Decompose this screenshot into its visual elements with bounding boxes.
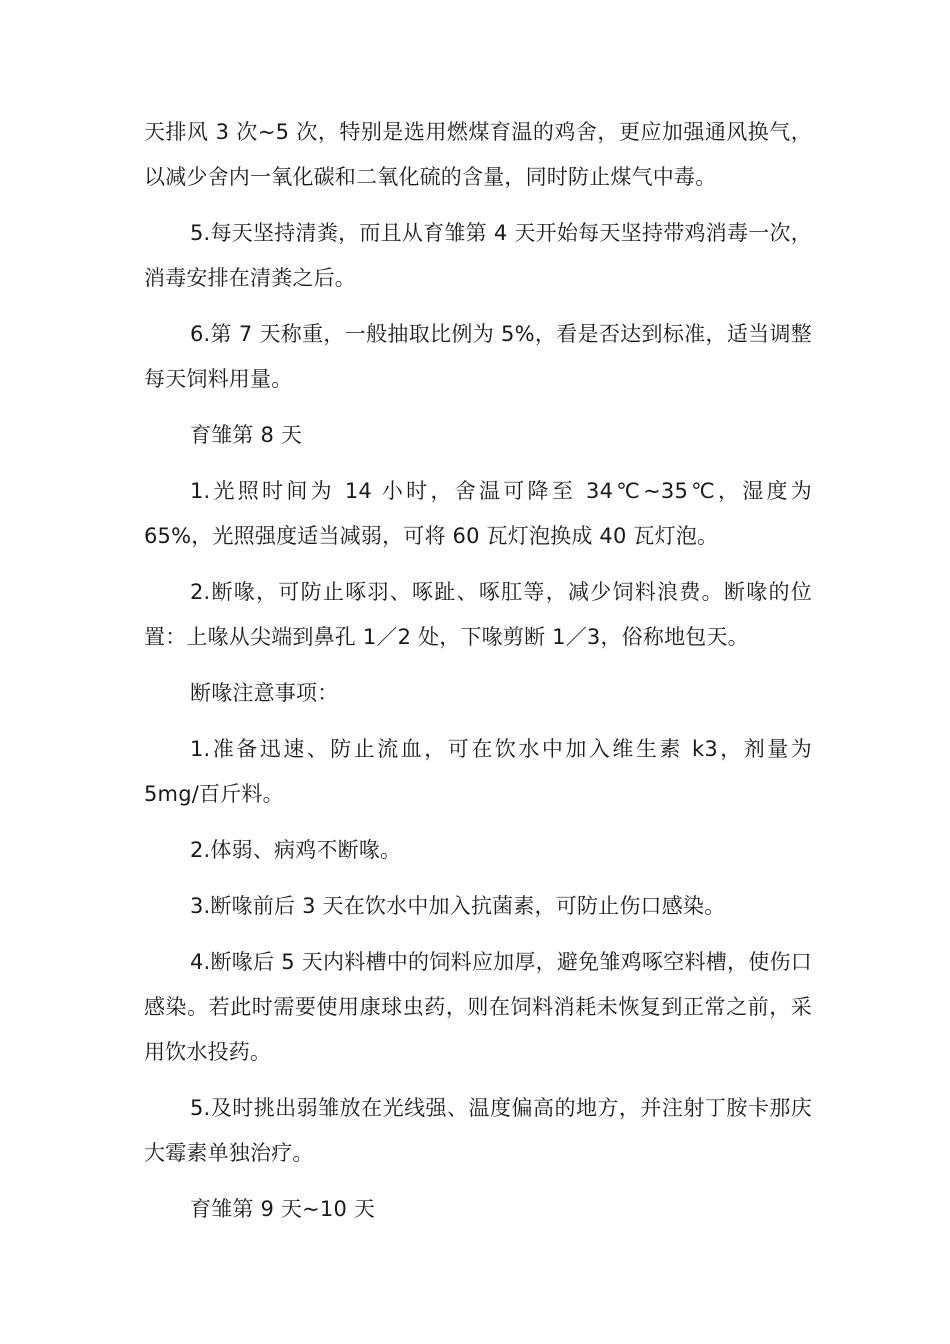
- paragraph-notes-item-2: 2.体弱、病鸡不断喙。: [190, 838, 402, 862]
- document-body: [144, 110, 812, 1243]
- paragraph-day8-item-2-beak-trimming: 2.断喙，可防止啄羽、啄趾、啄肛等，减少饲料浪费。断喙的位置：上喙从尖端到鼻孔 1／2 处，下喙剪断 1／3，俗称地包天。: [144, 580, 812, 649]
- paragraph-day8-item-1-lighting: 1.光照时间为 14 小时，舍温可降至 34℃~35℃，湿度为 65%，光照强度适当减弱，可将 60 瓦灯泡换成 40 瓦灯泡。: [144, 479, 812, 548]
- subheading-beak-trimming-notes: 断喙注意事项：: [190, 681, 339, 705]
- paragraph-item-5-cleaning: 5.每天坚持清粪，而且从育雏第 4 天开始每天坚持带鸡消毒一次，消毒安排在清粪之后。: [144, 221, 812, 290]
- section-heading-day-9-10: 育雏第 9 天~10 天: [190, 1197, 376, 1221]
- section-heading-day-8: 育雏第 8 天: [190, 423, 303, 447]
- paragraph-notes-item-1: 1.准备迅速、防止流血，可在饮水中加入维生素 k3，剂量为 5mg/百斤料。: [144, 737, 812, 806]
- paragraph-item-6-weighing: 6.第 7 天称重，一般抽取比例为 5%，看是否达到标准，适当调整每天饲料用量。: [144, 322, 812, 391]
- paragraph-notes-item-5: 5.及时挑出弱雏放在光线强、温度偏高的地方，并注射丁胺卡那庆大霉素单独治疗。: [144, 1096, 812, 1165]
- paragraph-notes-item-3: 3.断喙前后 3 天在饮水中加入抗菌素，可防止伤口感染。: [190, 894, 726, 918]
- paragraph-notes-item-4: 4.断喙后 5 天内料槽中的饲料应加厚，避免雏鸡啄空料槽，使伤口感染。若此时需要使用康球虫药，则在饲料消耗未恢复到正常之前，采用饮水投药。: [144, 950, 812, 1064]
- paragraph-ventilation-continued: 天排风 3 次~5 次，特别是选用燃煤育温的鸡舍，更应加强通风换气，以减少舍内一氧化碳和二氧化硫的含量，同时防止煤气中毒。: [144, 120, 812, 189]
